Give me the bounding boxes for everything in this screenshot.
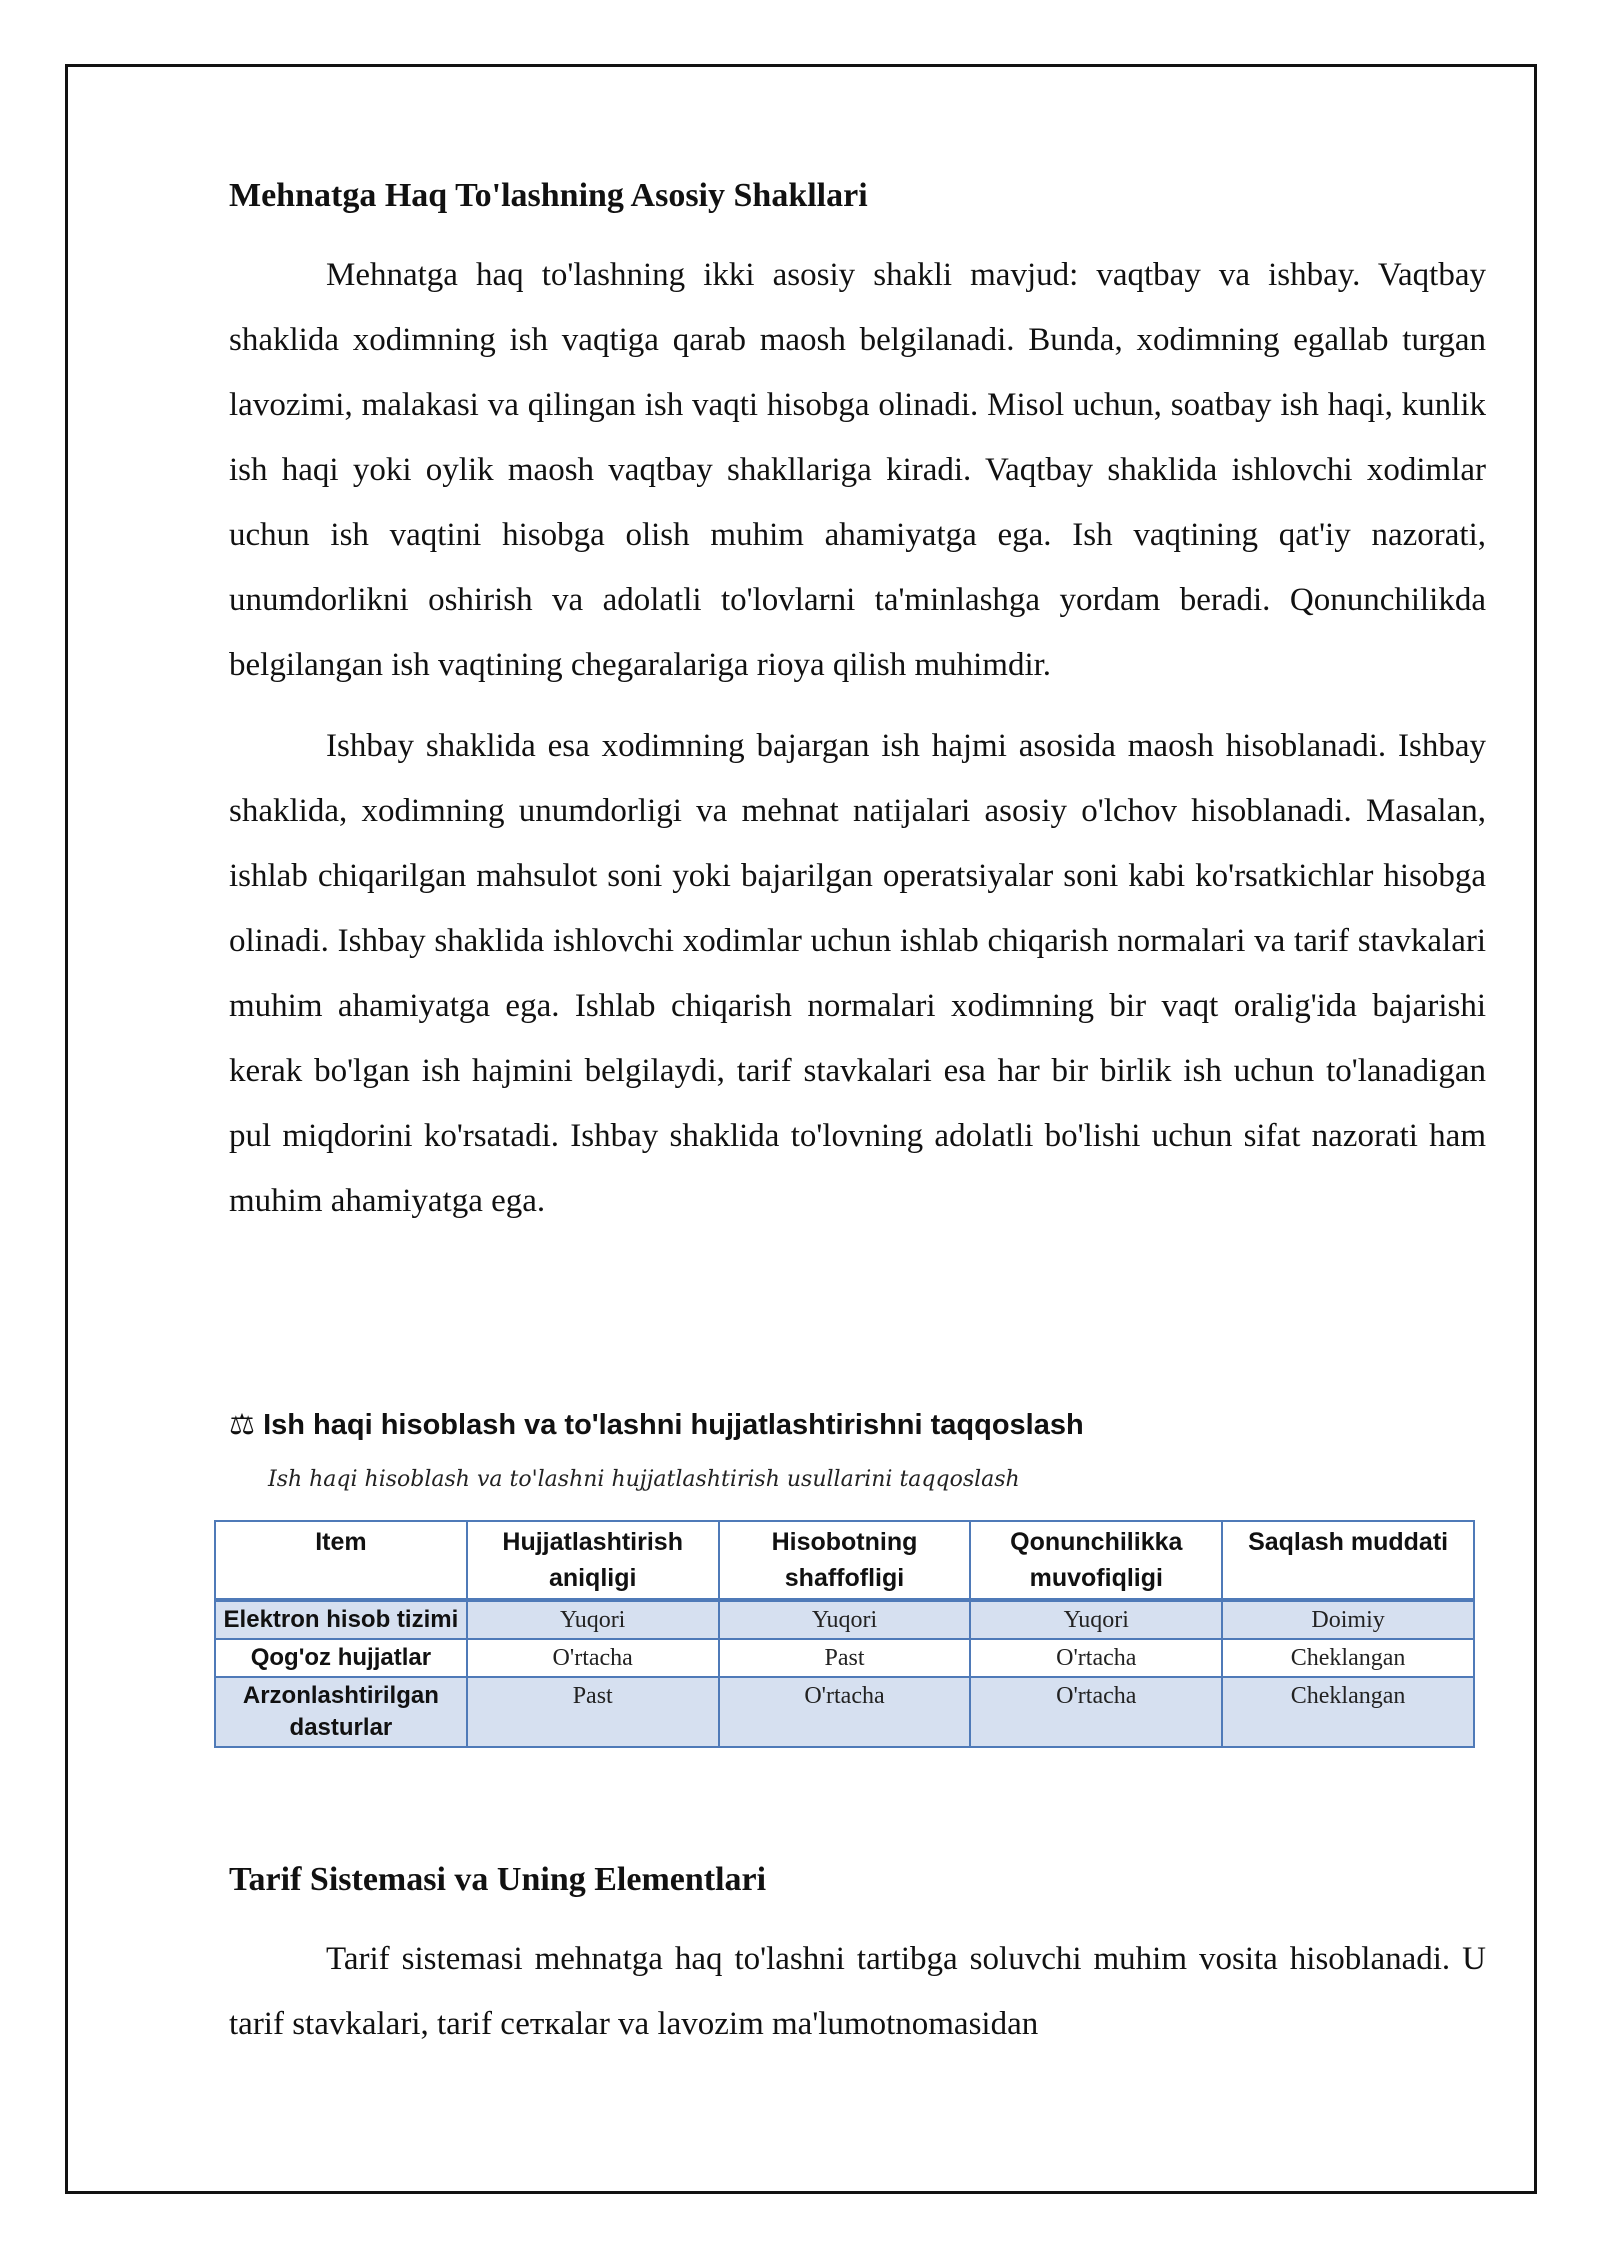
header-cell: Item bbox=[215, 1521, 467, 1600]
header-cell: Saqlash muddati bbox=[1222, 1521, 1474, 1600]
comparison-table bbox=[214, 1520, 1475, 1748]
table-row bbox=[215, 1677, 1474, 1747]
table-cell: Past bbox=[467, 1677, 719, 1747]
table-subtitle: Ish haqi hisoblash va to'lashni hujjatlashtirish usullarini taqqoslash bbox=[268, 1467, 1020, 1492]
row-label: Arzonlashtirilgan dasturlar bbox=[215, 1677, 467, 1747]
table-cell: Doimiy bbox=[1222, 1600, 1474, 1639]
header-cell: Hisobotning shaffofligi bbox=[719, 1521, 971, 1600]
table-title-text: Ish haqi hisoblash va to'lashni hujjatlashtirishni taqqoslash bbox=[263, 1409, 1084, 1441]
table-row bbox=[215, 1600, 1474, 1639]
row-label: Elektron hisob tizimi bbox=[215, 1600, 467, 1639]
table-cell: Past bbox=[719, 1639, 971, 1677]
table-cell: Yuqori bbox=[719, 1600, 971, 1639]
paragraph-vaqtbay: Mehnatga haq to'lashning ikki asosiy shakli mavjud: vaqtbay va ishbay. Vaqtbay shaklida xodimning ish vaqtiga qarab maosh belgilanadi. Bunda, xodimning egallab turgan lavozimi, malakasi va qilingan ish vaqti hisobga olinadi. Misol uchun, soatbay ish haqi, kunlik ish haqi yoki oylik maosh vaqtbay shakllariga kiradi. Vaqtbay shaklida ishlovchi xodimlar uchun ish vaqtini hisobga olish muhim ahamiyatga ega. Ish vaqtining qat'iy nazorati, unumdorlikni oshirish va adolatli to'lovlarni ta'minlashga yordam beradi. Qonunchilikda belgilangan ish vaqtining chegaralariga rioya qilish muhimdir. bbox=[229, 256, 1486, 683]
table-title bbox=[229, 1407, 1084, 1442]
table-header-row bbox=[215, 1521, 1474, 1600]
section-heading: Mehnatga Haq To'lashning Asosiy Shakllari bbox=[229, 177, 868, 214]
table-cell: O'rtacha bbox=[719, 1677, 971, 1747]
table-cell: O'rtacha bbox=[970, 1677, 1222, 1747]
table-cell: Cheklangan bbox=[1222, 1639, 1474, 1677]
table-cell: Cheklangan bbox=[1222, 1677, 1474, 1747]
section-main-forms bbox=[229, 176, 1486, 1234]
table-cell: Yuqori bbox=[970, 1600, 1222, 1639]
table-cell: O'rtacha bbox=[970, 1639, 1222, 1677]
header-cell: Hujjatlashtirish aniqligi bbox=[467, 1521, 719, 1600]
row-label: Qog'oz hujjatlar bbox=[215, 1639, 467, 1677]
table-row bbox=[215, 1639, 1474, 1677]
paragraph-ishbay: Ishbay shaklida esa xodimning bajargan ish hajmi asosida maosh hisoblanadi. Ishbay shaklida, xodimning unumdorligi va mehnat natijalari asosiy o'lchov hisoblanadi. Masalan, ishlab chiqarilgan mahsulot soni yoki bajarilgan operatsiyalar soni kabi ko'rsatkichlar hisobga olinadi. Ishbay shaklida ishlovchi xodimlar uchun ishlab chiqarish normalari va tarif stavkalari muhim ahamiyatga ega. Ishlab chiqarish normalari xodimning bir vaqt oralig'ida bajarishi kerak bo'lgan ish hajmini belgilaydi, tarif stavkalari esa har bir birlik ish uchun to'lanadigan pul miqdorini ko'rsatadi. Ishbay shaklida to'lovning adolatli bo'lishi uchun sifat nazorati ham muhim ahamiyatga ega. bbox=[229, 727, 1486, 1219]
section-tariff-system bbox=[229, 1860, 1486, 2057]
header-cell: Qonunchilikka muvofiqligi bbox=[970, 1521, 1222, 1600]
table-cell: Yuqori bbox=[467, 1600, 719, 1639]
table-cell: O'rtacha bbox=[467, 1639, 719, 1677]
section-heading: Tarif Sistemasi va Uning Elementlari bbox=[229, 1861, 767, 1898]
paragraph-tariff: Tarif sistemasi mehnatga haq to'lashni tartibga soluvchi muhim vosita hisoblanadi. U tarif stavkalari, tarif сеткalar va lavozim ma'lumotnomasidan bbox=[229, 1940, 1486, 2042]
scale-icon: ⚖ bbox=[229, 1409, 255, 1441]
